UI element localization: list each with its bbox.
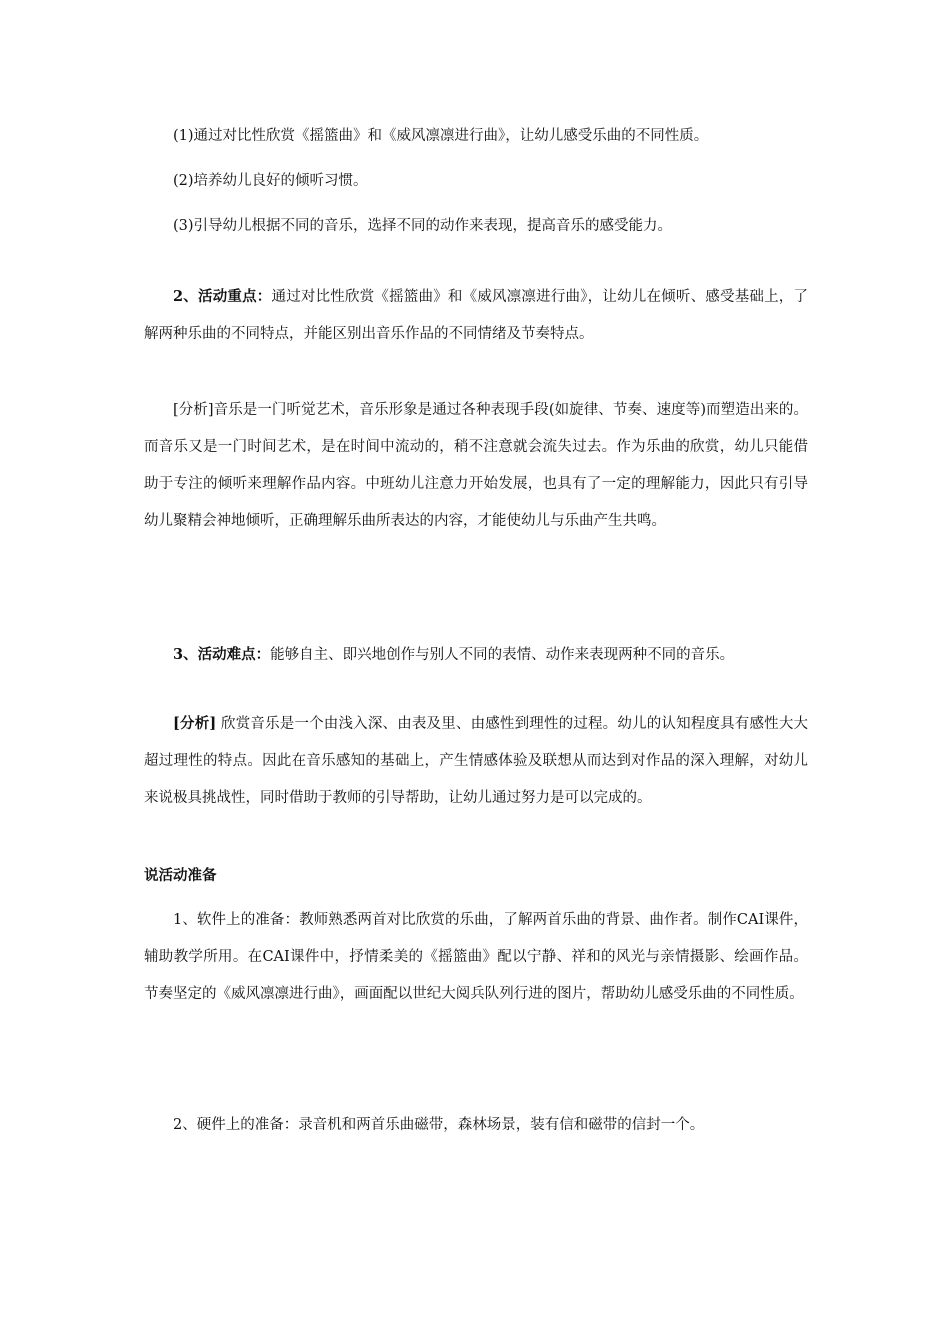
activity-focus-text: 通过对比性欣赏《摇篮曲》和《威风凛凛进行曲》，让幼儿在倾听、感受基础上，了解两种乐曲的不同特点，并能区别出音乐作品的不同情绪及节奏特点。 bbox=[144, 289, 808, 342]
activity-difficulty-label: 3、活动难点： bbox=[173, 646, 271, 663]
analysis-2 bbox=[144, 705, 808, 817]
goal-item-3: (3)引导幼儿根据不同的音乐，选择不同的动作来表现，提高音乐的感受能力。 bbox=[173, 218, 673, 234]
goal-item-2: (2)培养幼儿良好的倾听习惯。 bbox=[173, 173, 368, 189]
goal-item-1: (1)通过对比性欣赏《摇篮曲》和《威风凛凛进行曲》，让幼儿感受乐曲的不同性质。 bbox=[173, 128, 709, 144]
activity-focus bbox=[144, 278, 808, 353]
analysis-2-text: 欣赏音乐是一个由浅入深、由表及里、由感性到理性的过程。幼儿的认知程度具有感性大大超过理性的特点。因此在音乐感知的基础上，产生情感体验及联想从而达到对作品的深入理解，对幼儿来说极具挑战性，同时借助于教师的引导帮助，让幼儿通过努力是可以完成的。 bbox=[144, 716, 808, 806]
activity-difficulty bbox=[144, 636, 808, 674]
activity-difficulty-text: 能够自主、即兴地创作与别人不同的表情、动作来表现两种不同的音乐。 bbox=[270, 647, 735, 663]
prep-software: 1、软件上的准备：教师熟悉两首对比欣赏的乐曲，了解两首乐曲的背景、曲作者。制作CAI课件，辅助教学所用。在CAI课件中，抒情柔美的《摇篮曲》配以宁静、祥和的风光与亲情摄影、绘画作品。节奏坚定的《威风凛凛进行曲》，画面配以世纪大阅兵队列行进的图片，帮助幼儿感受乐曲的不同性质。 bbox=[144, 912, 808, 1002]
prep-hardware: 2、硬件上的准备：录音机和两首乐曲磁带，森林场景，装有信和磁带的信封一个。 bbox=[173, 1117, 705, 1133]
analysis-2-label: [分析] bbox=[173, 715, 217, 732]
prep-heading: 说活动准备 bbox=[144, 867, 217, 884]
analysis-1: [分析]音乐是一门听觉艺术，音乐形象是通过各种表现手段(如旋律、节奏、速度等)而塑造出来的。而音乐又是一门时间艺术，是在时间中流动的，稍不注意就会流失过去。作为乐曲的欣赏，幼儿只能借助于专注的倾听来理解作品内容。中班幼儿注意力开始发展，也具有了一定的理解能力，因此只有引导幼儿聚精会神地倾听，正确理解乐曲所表达的内容，才能使幼儿与乐曲产生共鸣。 bbox=[144, 402, 808, 529]
activity-focus-label: 2、活动重点： bbox=[173, 288, 272, 305]
